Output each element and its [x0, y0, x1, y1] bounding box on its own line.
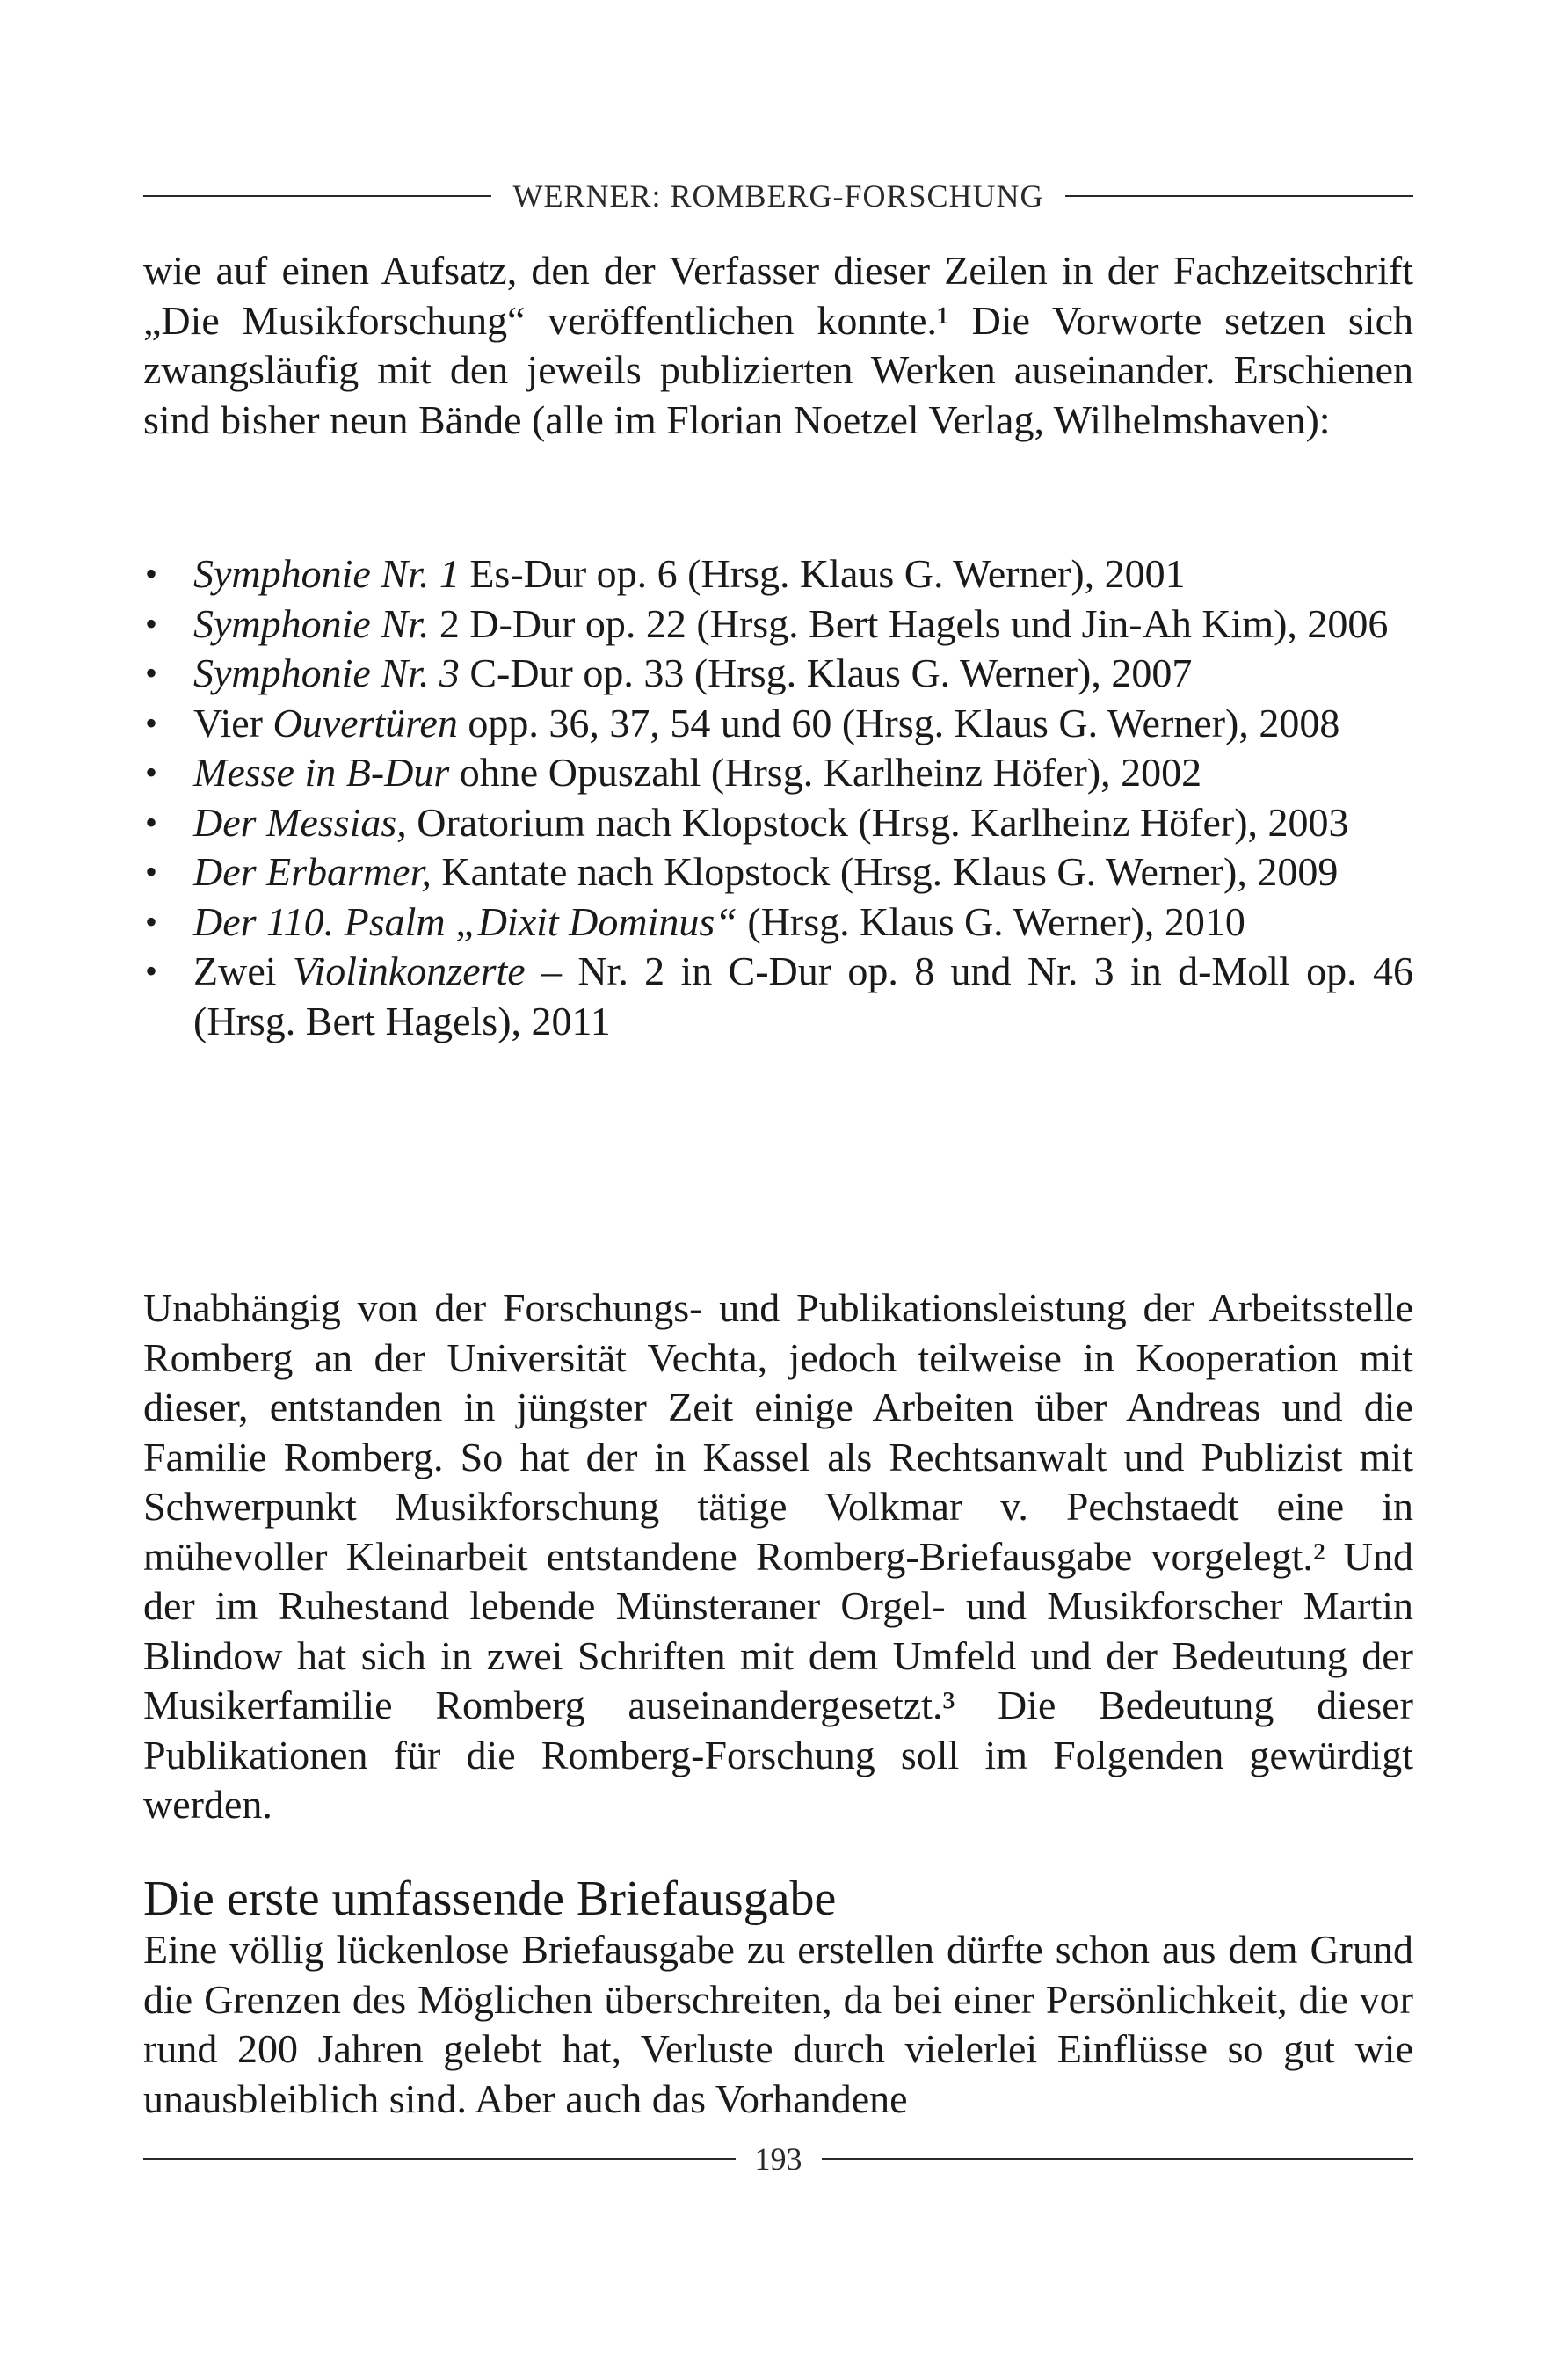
- works-list-item: [143, 649, 1413, 699]
- work-prefix: Zwei: [193, 949, 293, 993]
- work-details: opp. 36, 37, 54 und 60 (Hrsg. Klaus G. Werner), 2008: [457, 700, 1340, 745]
- work-details: C-Dur op. 33 (Hrsg. Klaus G. Werner), 2007: [459, 651, 1193, 695]
- work-title: Ouvertüren: [272, 700, 458, 745]
- bullet-icon: •: [145, 603, 158, 643]
- bullet-icon: •: [145, 802, 158, 842]
- bullet-icon: •: [145, 951, 158, 991]
- work-details: 2 D-Dur op. 22 (Hrsg. Bert Hagels und Jin-Ah Kim), 2006: [429, 600, 1389, 646]
- book-page: [143, 0, 1413, 2377]
- work-title: Der Erbarmer,: [193, 849, 432, 894]
- work-title: Symphonie Nr. 1: [193, 551, 460, 596]
- footer-rule-left: [143, 2158, 736, 2160]
- work-title: Der Messias,: [193, 799, 407, 845]
- works-list-item: [143, 549, 1413, 600]
- works-list-item: [143, 748, 1413, 798]
- running-head-text: WERNER: ROMBERG-FORSCHUNG: [512, 178, 1044, 214]
- paragraph-letters: Eine völlig lückenlose Briefausgabe zu erstellen dürfte schon aus dem Grund die Grenzen des Möglichen überschreiten, da bei einer Persönlichkeit, die vor rund 200 Jahren gelebt hat, Verluste durch vielerlei Einflüsse so gut wie unausbleiblich sind. Aber auch das Vorhandene: [143, 1927, 1413, 2121]
- bullet-icon: •: [145, 554, 158, 593]
- paragraph-research: Unabhängig von der Forschungs- und Publikationsleistung der Arbeitsstelle Romberg an der Universität Vechta, jedoch teilweise in Kooperation mit dieser, entstanden in jüngster Zeit einige Arbeiten über Andreas und die Familie Romberg. So hat der in Kassel als Rechtsanwalt und Publizist mit Schwerpunkt Musikforschung tätige Volkmar v. Pechstaedt eine in mühevoller Kleinarbeit entstandene Romberg-Briefausgabe vorgelegt.² Und der im Ruhestand lebende Münsteraner Orgel- und Musikforscher Martin Blindow hat sich in zwei Schriften mit dem Umfeld und der Bedeutung der Musikerfamilie Romberg auseinandergesetzt.³ Die Bedeutung dieser Publikationen für die Romberg-Forschung soll im Folgenden gewürdigt werden.: [143, 1285, 1413, 1827]
- work-title: Der 110. Psalm „Dixit Dominus“: [193, 898, 737, 944]
- work-title: Symphonie Nr.: [193, 600, 430, 646]
- bullet-icon: •: [145, 702, 158, 743]
- work-details: (Hrsg. Klaus G. Werner), 2010: [737, 898, 1245, 944]
- bullet-icon: •: [145, 901, 158, 941]
- page-footer: [143, 2141, 1413, 2177]
- bullet-icon: •: [145, 653, 158, 693]
- footer-rule-right: [822, 2158, 1414, 2160]
- work-details: – Nr. 2 in C-Dur op. 8 und Nr. 3 in d-Moll op. 46 (Hrsg. Bert Hagels), 2011: [193, 949, 1414, 1043]
- work-title: Symphonie Nr. 3: [193, 651, 460, 695]
- works-list-item: [143, 898, 1413, 948]
- work-details: Kantate nach Klopstock (Hrsg. Klaus G. Werner), 2009: [431, 849, 1339, 894]
- bullet-icon: •: [145, 852, 158, 891]
- section-heading: Die erste umfassende Briefausgabe: [143, 1872, 837, 1926]
- works-list-item: [143, 600, 1413, 650]
- running-head: [143, 178, 1413, 214]
- work-prefix: Vier: [193, 700, 273, 745]
- works-list-item: [143, 847, 1413, 898]
- work-details: Oratorium nach Klopstock (Hrsg. Karlheinz Höfer), 2003: [406, 799, 1349, 845]
- work-details: ohne Opuszahl (Hrsg. Karlheinz Höfer), 2002: [449, 750, 1202, 795]
- works-list-item: [143, 947, 1413, 1046]
- works-list-item: [143, 699, 1413, 749]
- works-list: [143, 549, 1413, 1046]
- running-head-rule-right: [1065, 195, 1413, 197]
- page-number: 193: [754, 2141, 802, 2177]
- bullet-icon: •: [145, 752, 158, 792]
- work-title: Violinkonzerte: [292, 949, 526, 993]
- paragraph-intro: wie auf einen Aufsatz, den der Verfasser dieser Zeilen in der Fachzeitschrift „Die Musikforschung“ veröffentlichen konnte.¹ Die Vorworte setzen sich zwangsläufig mit den jeweils publizierten Werken auseinander. Erschienen sind bisher neun Bände (alle im Florian Noetzel Verlag, Wilhelmshaven):: [143, 248, 1413, 442]
- running-head-rule-left: [143, 195, 491, 197]
- work-title: Messe in B-Dur: [193, 750, 450, 795]
- work-details: Es-Dur op. 6 (Hrsg. Klaus G. Werner), 2001: [459, 551, 1186, 596]
- works-list-item: [143, 798, 1413, 848]
